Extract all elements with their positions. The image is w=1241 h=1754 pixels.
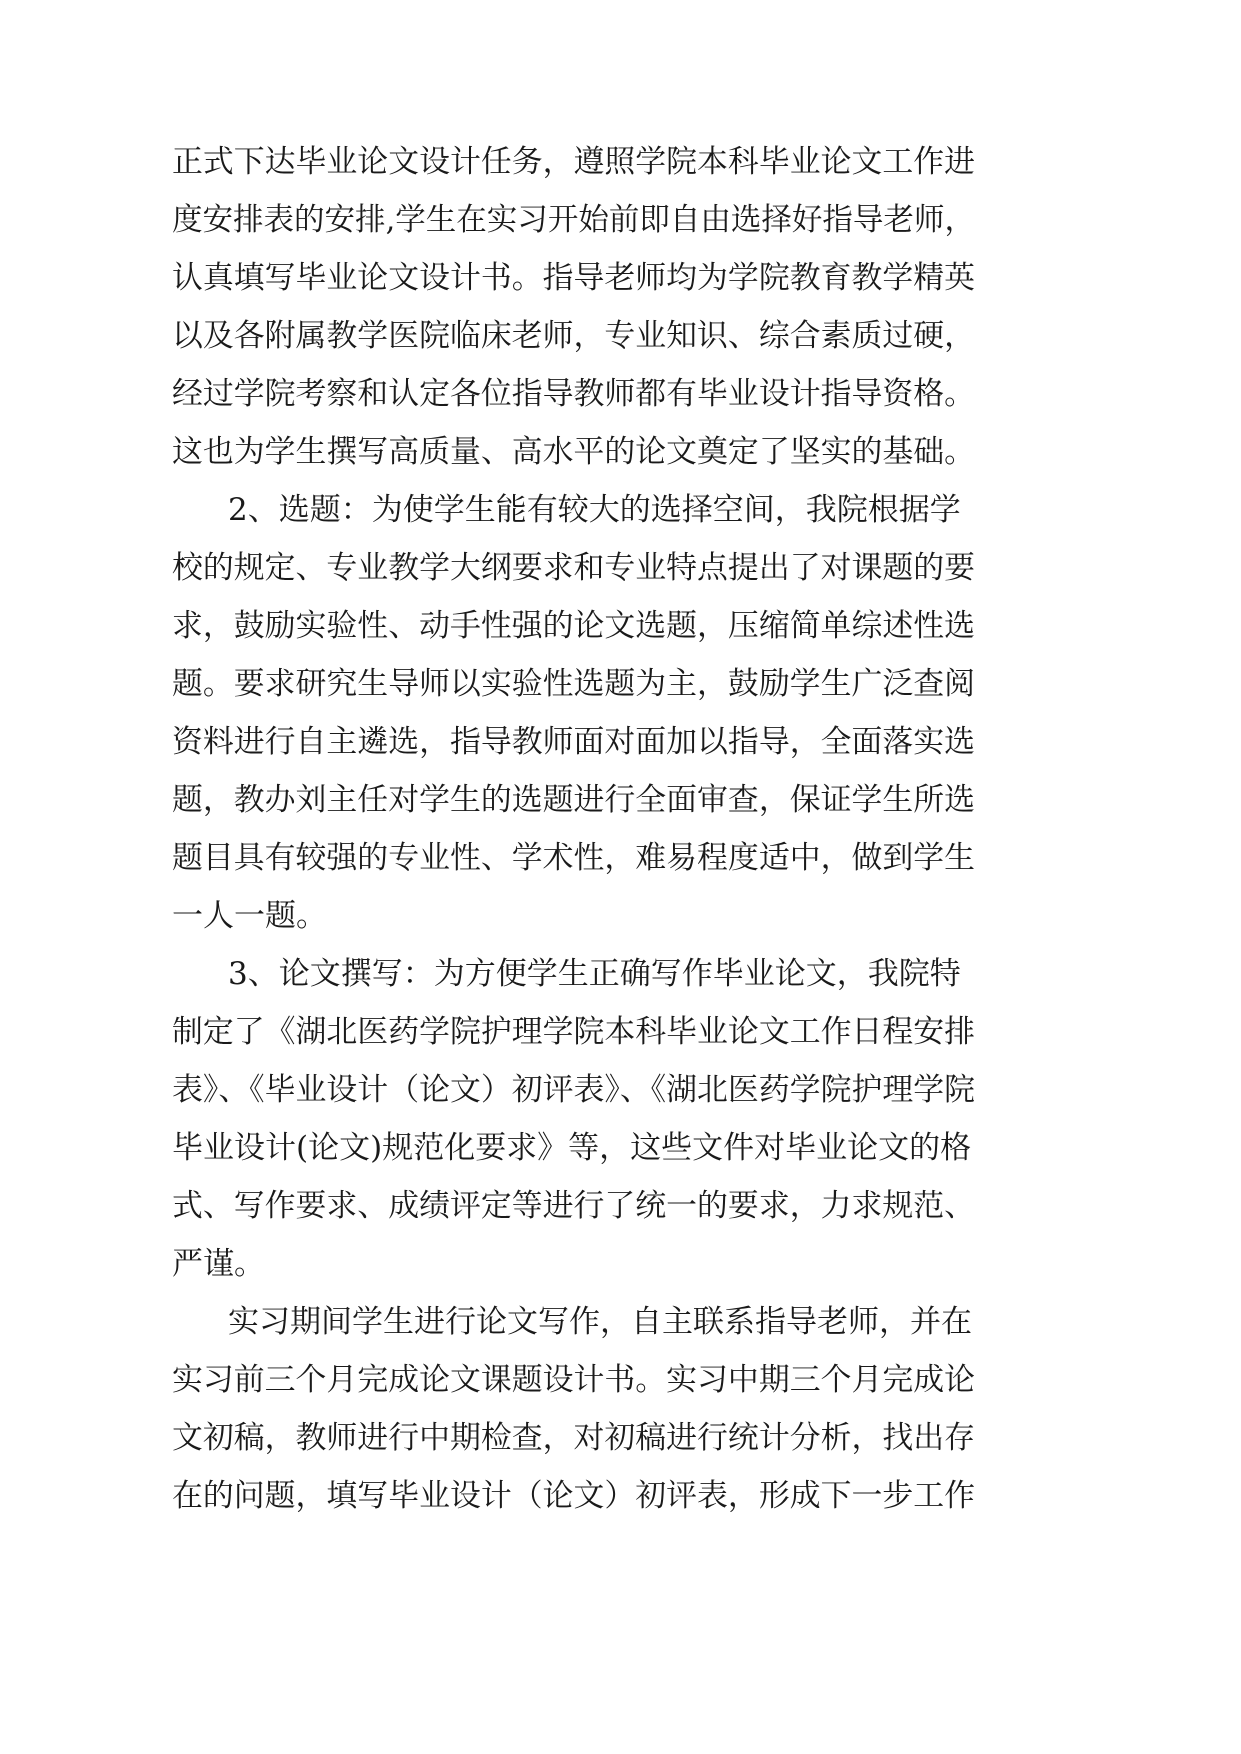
text-line-content: 正式下达毕业论文设计任务，遵照学院本科毕业论文工作进 (172, 144, 976, 180)
text-line (0, 423, 1241, 481)
text-line (0, 1467, 1241, 1525)
text-line-content: 认真填写毕业论文设计书。指导老师均为学院教育教学精英 (172, 260, 976, 296)
text-line (0, 539, 1241, 597)
text-line-content: 制定了《湖北医药学院护理学院本科毕业论文工作日程安排 (172, 1014, 976, 1050)
text-line-content: 实习期间学生进行论文写作，自主联系指导老师，并在 (228, 1304, 972, 1340)
text-line (0, 1119, 1241, 1177)
text-line (0, 307, 1241, 365)
text-line-content: 校的规定、专业教学大纲要求和专业特点提出了对课题的要 (172, 550, 976, 586)
text-line (0, 713, 1241, 771)
text-line-content: 实习前三个月完成论文课题设计书。实习中期三个月完成论 (172, 1362, 976, 1398)
text-line (0, 655, 1241, 713)
text-line (0, 887, 1241, 945)
text-line-content: 式、写作要求、成绩评定等进行了统一的要求，力求规范、 (172, 1188, 976, 1224)
text-line-content: 题目具有较强的专业性、学术性，难易程度适中，做到学生 (172, 840, 976, 876)
text-line-content: 文初稿，教师进行中期检查，对初稿进行统计分析，找出存 (172, 1420, 976, 1456)
text-line (0, 249, 1241, 307)
text-line-content: 题，教办刘主任对学生的选题进行全面审查，保证学生所选 (172, 782, 976, 818)
text-line (0, 1003, 1241, 1061)
text-line-content: 求，鼓励实验性、动手性强的论文选题，压缩简单综述性选 (172, 608, 976, 644)
text-line (0, 1293, 1241, 1351)
text-line (0, 1235, 1241, 1293)
text-line (0, 365, 1241, 423)
text-line (0, 771, 1241, 829)
text-line-content: 表》、《毕业设计（论文）初评表》、《湖北医药学院护理学院 (172, 1072, 976, 1108)
text-line (0, 1351, 1241, 1409)
text-line-content: 在的问题，填写毕业设计（论文）初评表，形成下一步工作 (172, 1478, 976, 1514)
text-line-content: 题。要求研究生导师以实验性选题为主，鼓励学生广泛查阅 (172, 666, 976, 702)
text-line (0, 597, 1241, 655)
text-line (0, 829, 1241, 887)
text-line (0, 133, 1241, 191)
text-line-content: 一人一题。 (172, 898, 327, 934)
text-line (0, 945, 1241, 1003)
text-line-content: 2、选题：为使学生能有较大的选择空间，我院根据学 (228, 492, 961, 528)
text-line (0, 191, 1241, 249)
text-line-content: 资料进行自主遴选，指导教师面对面加以指导，全面落实选 (172, 724, 976, 760)
text-line-content: 严谨。 (172, 1246, 265, 1282)
text-line-content: 这也为学生撰写高质量、高水平的论文奠定了坚实的基础。 (172, 434, 976, 470)
text-line (0, 481, 1241, 539)
text-line (0, 1177, 1241, 1235)
text-line (0, 1409, 1241, 1467)
text-line-content: 经过学院考察和认定各位指导教师都有毕业设计指导资格。 (172, 376, 976, 412)
text-line (0, 1061, 1241, 1119)
text-line-content: 以及各附属教学医院临床老师，专业知识、综合素质过硬， (172, 318, 976, 354)
text-line-content: 3、论文撰写：为方便学生正确写作毕业论文，我院特 (228, 956, 961, 992)
text-line-content: 度安排表的安排,学生在实习开始前即自由选择好指导老师， (172, 202, 975, 238)
text-line-content: 毕业设计(论文)规范化要求》等，这些文件对毕业论文的格 (172, 1130, 972, 1166)
